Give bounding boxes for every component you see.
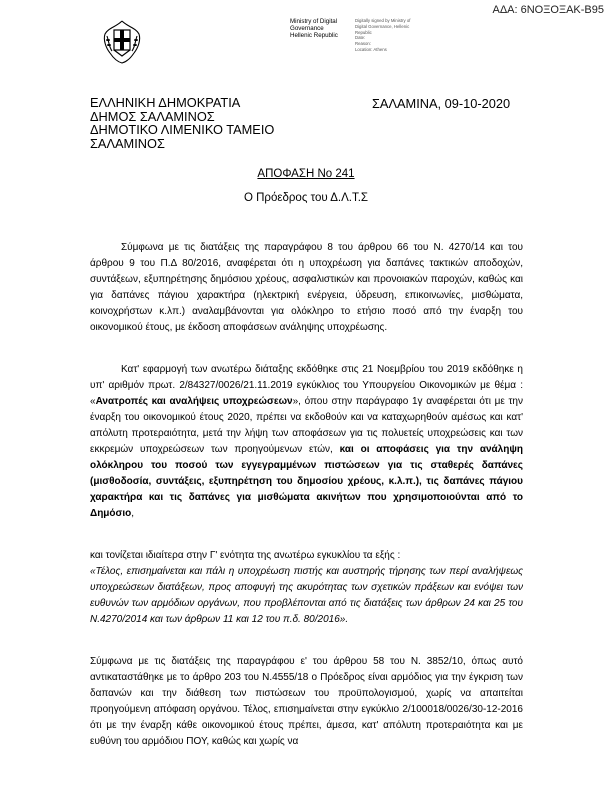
hellenic-republic-emblem-icon [98,18,146,66]
paragraph-text: », όπου στην παράγραφο 1γ αναφέρεται ότι με την έναρξη του οικονομικού έτους 2020, πρέπει να εκδοθούν και να καταχωρηθούν αμέσως και κατ' απόλυτη προτεραιότητα, μετά την λήψη των αποφάσεων για τις πολυετείς υποχρεώσεις και των εκκρεμών υποχρεώσεων των προηγούμενων ετών, [90,396,523,455]
digital-signature-block [290,18,352,40]
signature-meta-line: Digital Governance, Hellenic [355,23,410,29]
authority-line: ΔΗΜΟΤΙΚΟ ΛΙΜΕΝΙΚΟ ΤΑΜΕΙΟ [90,122,275,137]
paragraph-circular [90,362,523,522]
signature-meta-line: Date: [355,35,366,41]
digital-signature-metadata [355,18,427,53]
decision-subtitle: Ο Πρόεδρος του Δ.Λ.Τ.Σ [243,192,369,204]
signature-meta-line: Location: Athens [355,46,387,52]
signature-meta-line: Reason: [355,41,372,47]
paragraph-emphasis-intro: και τονίζεται ιδιαίτερα στην Γ' ενότητα της ανωτέρω εγκυκλίου τα εξής : [90,550,401,561]
signature-meta-line: Digitally signed by Ministry of [355,18,411,23]
place-and-date: ΣΑΛΑΜΙΝΑ, 09-10-2020 [372,96,511,111]
issuing-authority [90,96,274,150]
quotation-text: «Τέλος, επισημαίνεται και πάλι η υποχρέωση πιστής και αυστηρής τήρησης των περί αναλήψεως υποχρεώσεων διατάξεων, προς αποφυγή της ακυρότητας των σχετικών πράξεων και ενόψει των ευθυνών των αρμόδιων οργάνων, που προβλέπονται από τις διατάξεις των άρθρων 24 και 25 του Ν.4270/2014 και των άρθρων 11 και 12 του π.δ. 80/2016». [90,566,523,625]
emphasized-text: και οι αποφάσεις για την ανάληψη ολόκληρου του ποσού των εγγεγραμμένων πιστώσεων για τις σταθερές δαπάνες (μισθοδοσία, συντάξεις, εξυπηρέτηση του δημοσίου χρέους, κ.λ.π.), τις δαπάνες πάγιου χαρακτήρα και τις δαπάνες για μισθώματα ακινήτων που χρησιμοποιούνται από το Δημόσιο [90,444,523,519]
signature-line: Hellenic Republic [290,32,338,40]
signature-line: Ministry of Digital [290,18,338,25]
paragraph-text: Κατ' εφαρμογή των ανωτέρω διάταξης εκδόθηκε στις 21 Νοεμβρίου του 2019 εκδόθηκε η υπ' αριθμόν πρωτ. 2/84327/0026/21.11.2019 εγκύκλιος του Υπουργείου Οικονομικών με θέμα : « [90,364,523,407]
paragraph-quotation [90,564,523,628]
authority-line: ΕΛΛΗΝΙΚΗ ΔΗΜΟΚΡΑΤΙΑ [90,95,241,110]
authority-line: ΔΗΜΟΣ ΣΑΛΑΜΙΝΟΣ [90,108,215,124]
circular-subject: Ανατροπές και αναλήψεις υποχρεώσεων [95,396,293,407]
paragraph-competence: Σύμφωνα με τις διατάξεις της παραγράφου ε' του άρθρου 58 του Ν. 3852/10, όπως αυτό αντικαταστάθηκε με το άρθρο 203 του Ν.4555/18 ο Πρόεδρος είναι αρμόδιος για την έγκριση των δαπανών και την διάθεση των πιστώσεων του προϋπολογισμού, χωρίς να απαιτείται προηγούμενη απόφαση οργάνου. Τέλος, επισημαίνεται στην εγκύκλιο 2/100018/0026/30-12-2016 ότι με την έναρξη κάθε οικονομικού έτους πρέπει, άμεσα, κατ' απόλυτη προτεραιότητα και με ευθύνη του αρμόδιου ΠΟΥ, καθώς και χωρίς να [90,656,523,747]
decision-title: ΑΠΟΦΑΣΗ Νο 241 [257,168,355,180]
ada-code: ΑΔΑ: 6ΝΟΞΟΞΑΚ-Β95 [492,4,604,16]
signature-line: Governance [290,25,324,33]
paragraph-text: , [131,508,135,519]
signature-meta-line: Republic [355,29,372,35]
authority-line: ΣΑΛΑΜΙΝΟΣ [90,135,165,151]
paragraph-legal-basis: Σύμφωνα με τις διατάξεις της παραγράφου 8 του άρθρου 66 του Ν. 4270/14 και του άρθρου 9 του Π.Δ 80/2016, αναφέρεται ότι η υποχρέωση για δαπάνες τακτικών αποδοχών, συντάξεων, εξυπηρέτησης δημόσιου χρέους, ασφαλιστικών και προνοιακών παροχών, καθώς και για δαπάνες πάγιου χαρακτήρα (ηλεκτρική ενέργεια, ύδρευση, επικοινωνίες, μισθώματα, κοινοχρήστων κ.λπ.) αναλαμβάνονται για ολόκληρο το ετήσιο ποσό από την έναρξη του οικονομικού έτους, με έκδοση αποφάσεων ανάληψης υποχρέωσης. [90,242,523,333]
